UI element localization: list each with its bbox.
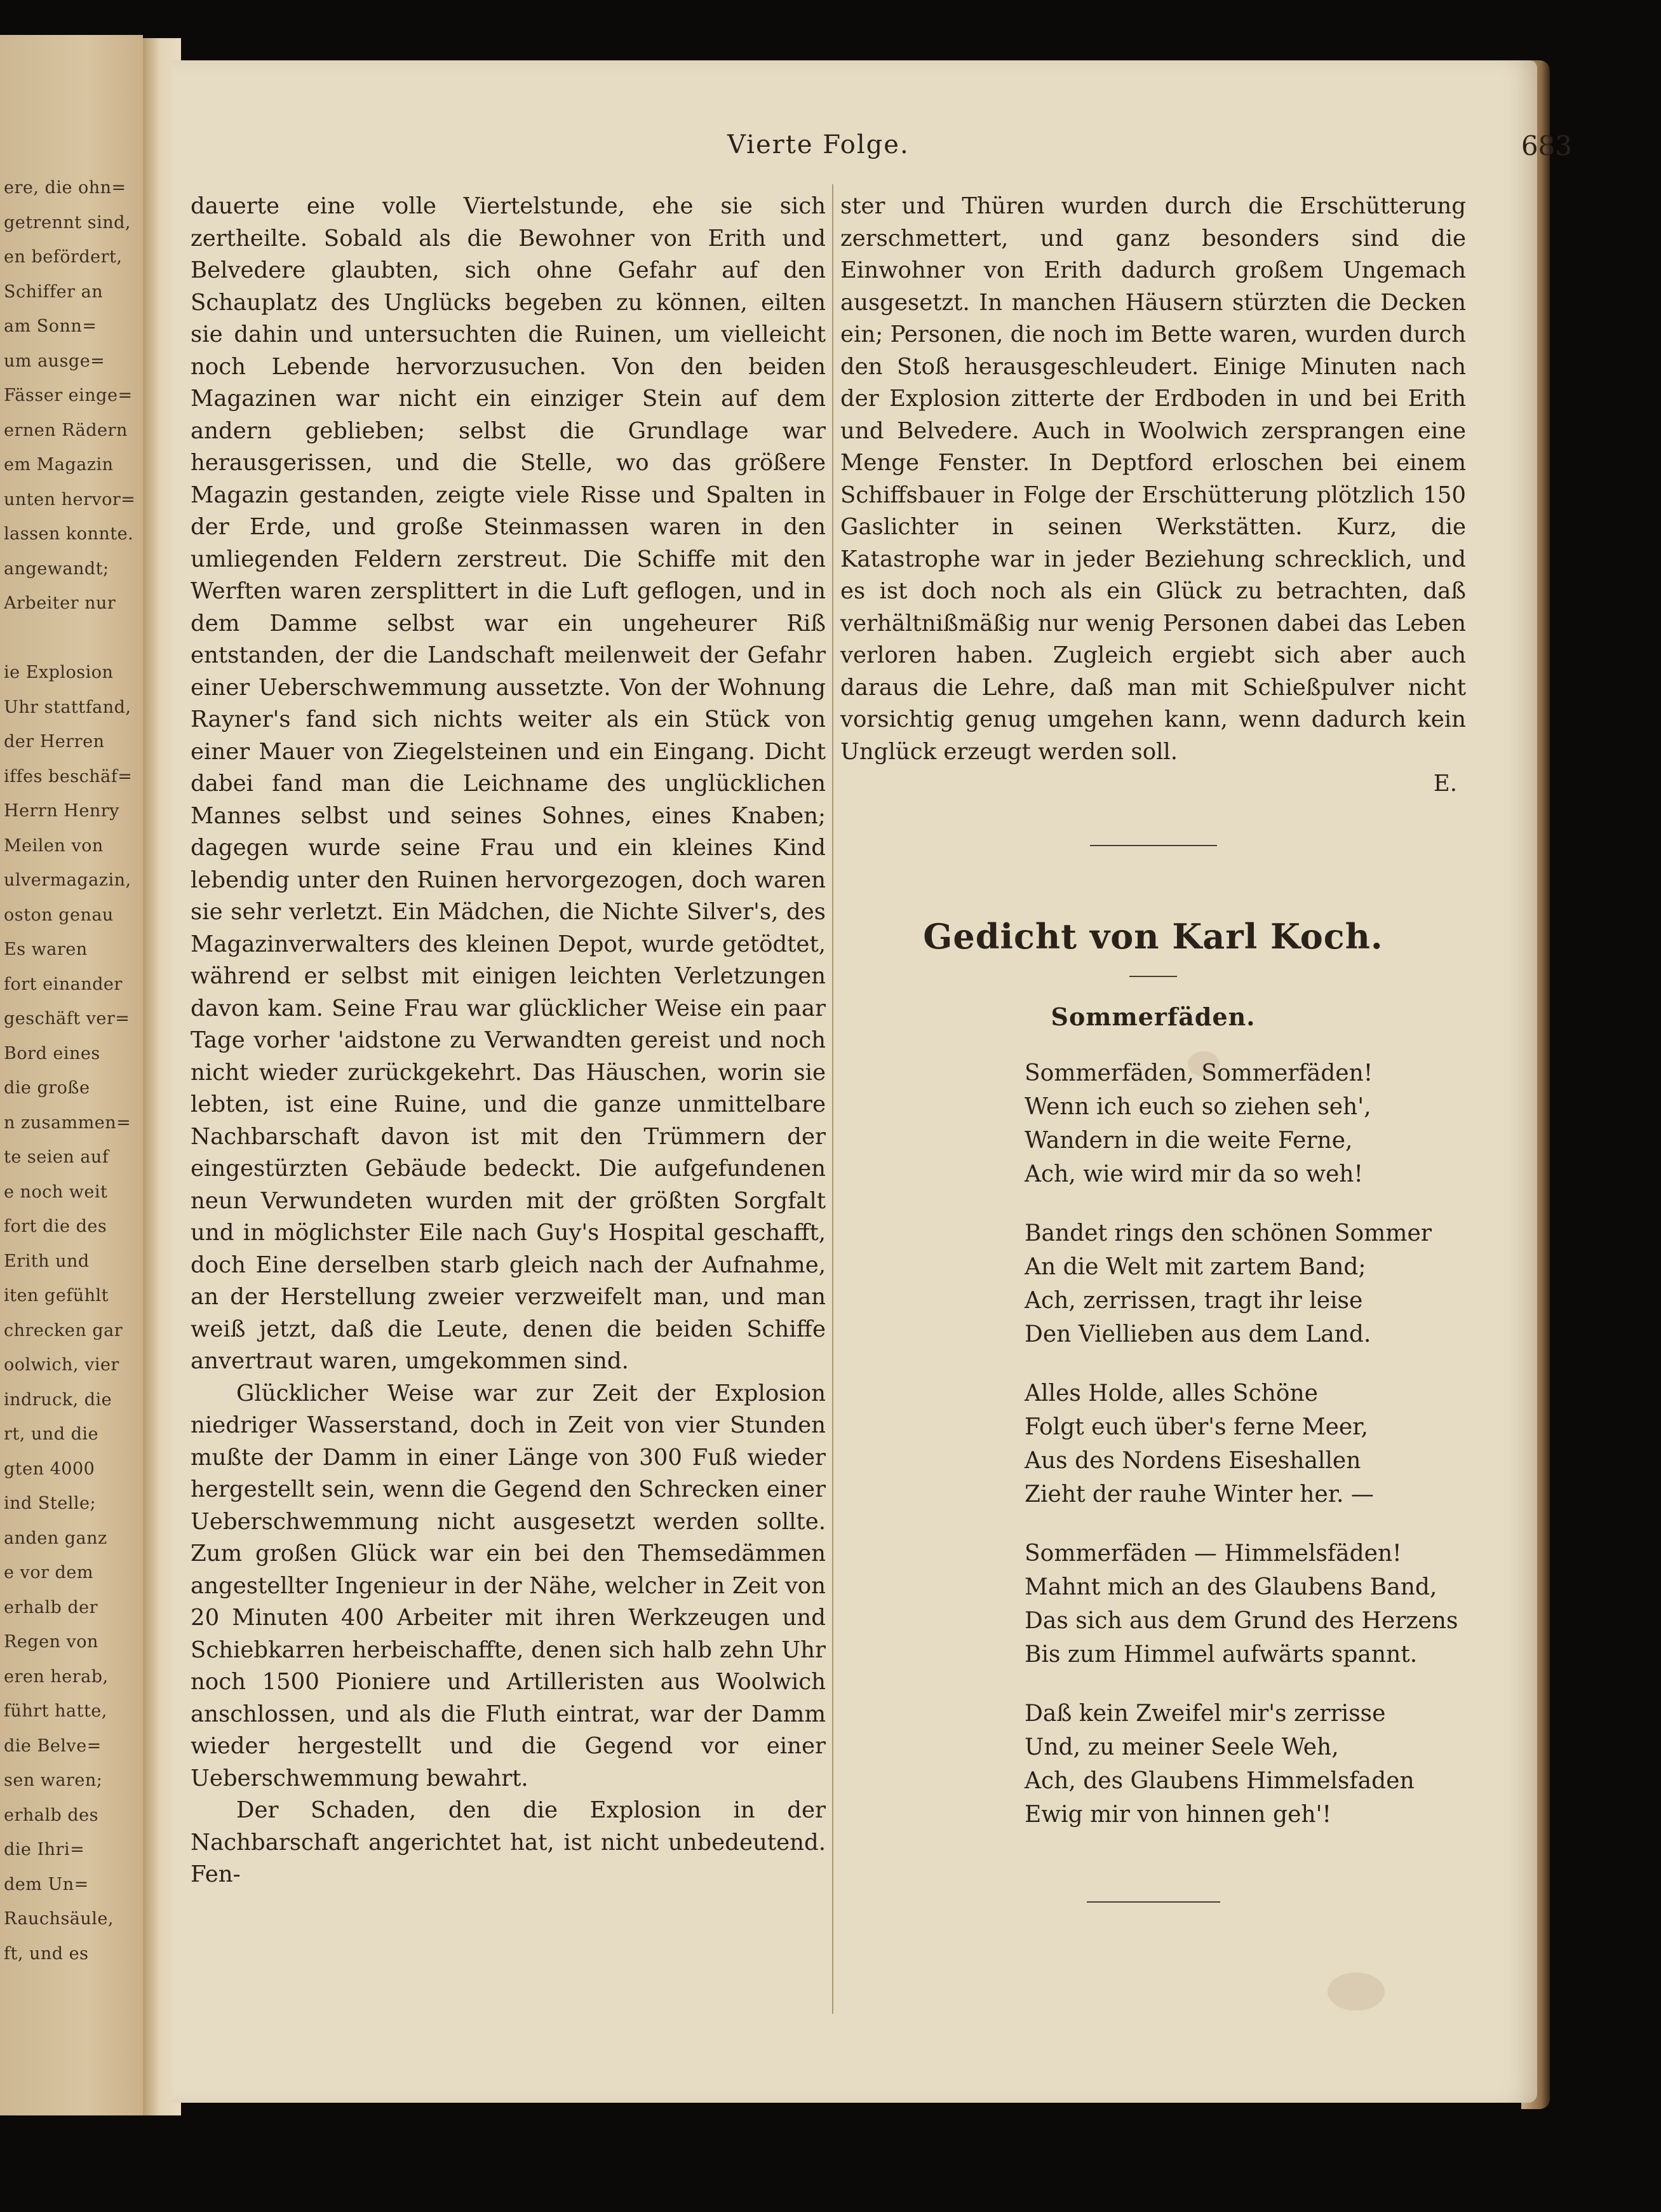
previous-page-text-fragment: rt, und die bbox=[4, 1424, 98, 1444]
heading-rule bbox=[1129, 976, 1177, 977]
previous-page-text-fragment: Bord eines bbox=[4, 1043, 100, 1063]
previous-page-text-fragment: n zusammen= bbox=[4, 1112, 131, 1133]
previous-page-text-fragment: Herrn Henry bbox=[4, 801, 119, 821]
previous-page-text-fragment: Erith und bbox=[4, 1251, 90, 1271]
poem-line: Ewig mir von hinnen geh'! bbox=[1025, 1802, 1331, 1828]
column-divider bbox=[832, 184, 833, 2014]
previous-page-text-fragment: indruck, die bbox=[4, 1389, 112, 1410]
poem-line: Und, zu meiner Seele Weh, bbox=[1025, 1734, 1339, 1760]
previous-page-text-fragment: ernen Rädern bbox=[4, 420, 128, 440]
previous-page-text-fragment: ere, die ohn= bbox=[4, 178, 126, 198]
poem-stanza bbox=[1025, 1377, 1466, 1511]
poem-line: Ach, wie wird mir da so weh! bbox=[1025, 1161, 1363, 1187]
previous-page-text-fragment: fort die des bbox=[4, 1217, 107, 1236]
left-column bbox=[191, 191, 826, 1891]
previous-page-text-fragment: oolwich, vier bbox=[4, 1355, 119, 1375]
author-signature: E. bbox=[1433, 771, 1457, 797]
poem-line: Bandet rings den schönen Sommer bbox=[1025, 1220, 1432, 1246]
previous-page-text-fragment: unten hervor= bbox=[4, 489, 136, 509]
previous-page-text-fragment: am Sonn= bbox=[4, 316, 97, 336]
section-divider bbox=[1090, 845, 1217, 846]
poem-line: Daß kein Zweifel mir's zerrisse bbox=[1025, 1701, 1386, 1727]
previous-page-text-fragment: die Belve= bbox=[4, 1736, 102, 1756]
previous-page-text-fragment: eren herab, bbox=[4, 1666, 109, 1687]
previous-page-text-fragment: e vor dem bbox=[4, 1563, 93, 1582]
poem-line: Zieht der rauhe Winter her. — bbox=[1025, 1481, 1374, 1507]
poem-line: Wenn ich euch so ziehen seh', bbox=[1025, 1094, 1371, 1120]
previous-page-text-fragment: die Ihri= bbox=[4, 1840, 85, 1859]
poem-stanza bbox=[1025, 1217, 1466, 1351]
previous-page-text-fragment: ft, und es bbox=[4, 1943, 89, 1964]
previous-page-edge bbox=[0, 35, 143, 2115]
previous-page-text-fragment: Schiffer an bbox=[4, 281, 104, 302]
previous-page-text-fragment: lassen konnte. bbox=[4, 524, 134, 544]
previous-page-text-fragment: ind Stelle; bbox=[4, 1494, 97, 1513]
previous-page-text-fragment: ulvermagazin, bbox=[4, 870, 131, 890]
previous-page-text-fragment: getrennt sind, bbox=[4, 212, 131, 233]
page-number: 683 bbox=[1521, 130, 1572, 161]
poem-line: Ach, des Glaubens Himmelsfaden bbox=[1025, 1768, 1415, 1794]
poem-line: Bis zum Himmel aufwärts spannt. bbox=[1025, 1642, 1418, 1668]
previous-page-text-fragment: chrecken gar bbox=[4, 1320, 123, 1340]
article-paragraph: Glücklicher Weise war zur Zeit der Explosion niedriger Wasserstand, doch in Zeit von vier Stunden mußte der Damm in einer Länge von 300 Fuß wieder hergestellt sein, wenn die Gegend den Schrecken einer Ueberschwemmung nicht ausgesetzt werden sollte. Zum großen Glück war ein bei den Themsedämmen angestellter Ingenieur in der Nähe, welcher in Zeit von 20 Minuten 400 Arbeiter mit ihren Werkzeugen und Schiebkarren herbeischaffte, denen sich halb zehn Uhr noch 1500 Pioniere und Artilleristen aus Woolwich anschlossen, und als die Fluth eintrat, war der Damm wieder hergestellt und die Gegend vor einer Ueberschwemmung bewahrt. bbox=[191, 1380, 826, 1791]
poem-line: Das sich aus dem Grund des Herzens bbox=[1025, 1608, 1458, 1634]
previous-page-text-fragment: anden ganz bbox=[4, 1528, 107, 1548]
previous-page-text-fragment: sen waren; bbox=[4, 1770, 103, 1790]
poem-stanza bbox=[1025, 1056, 1466, 1191]
previous-page-text-fragment: erhalb der bbox=[4, 1597, 98, 1617]
previous-page-text-fragment: iten gefühlt bbox=[4, 1286, 109, 1305]
previous-page-text-fragment: erhalb des bbox=[4, 1805, 98, 1825]
poem-line: Ach, zerrissen, tragt ihr leise bbox=[1025, 1288, 1363, 1314]
poem-line: Aus des Nordens Eiseshallen bbox=[1025, 1448, 1361, 1474]
previous-page-text-fragment: Regen von bbox=[4, 1632, 98, 1652]
poem-section bbox=[840, 845, 1466, 1903]
previous-page-text-fragment: Meilen von bbox=[4, 835, 104, 856]
previous-page-text-fragment: dem Un= bbox=[4, 1874, 89, 1894]
previous-page-text-fragment: iffes beschäf= bbox=[4, 766, 133, 786]
poem-line: Folgt euch über's ferne Meer, bbox=[1025, 1414, 1368, 1440]
poem-heading: Gedicht von Karl Koch. bbox=[923, 916, 1383, 957]
previous-page-text-fragment: führt hatte, bbox=[4, 1701, 107, 1721]
previous-page-text-fragment: geschäft ver= bbox=[4, 1009, 130, 1028]
previous-page-text-fragment: um ausge= bbox=[4, 351, 105, 371]
article-paragraph: ster und Thüren wurden durch die Erschütterung zerschmettert, und ganz besonders sind die Einwohner von Erith dadurch großem Ungemach ausgesetzt. In manchen Häusern stürzten die Decken ein; Personen, die noch im Bette waren, wurden durch den Stoß herausgeschleudert. Einige Minuten nach der Explosion zitterte der Erdboden in und bei Erith und Belvedere. Auch in Woolwich zersprangen eine Menge Fenster. In Deptford erloschen bei einem Schiffsbauer in Folge der Erschütterung plötzlich 150 Gaslichter in seinen Werkstätten. Kurz, die Katastrophe war in jeder Beziehung schrecklich, und es ist doch noch als ein Glück zu betrachten, daß verhältnißmäßig nur wenig Personen dabei das Leben verloren haben. Zugleich ergiebt sich aber auch daraus die Lehre, daß man mit Schießpulver nicht vorsichtig genug umgehen kann, wenn dadurch kein Unglück erzeugt werden soll. bbox=[840, 193, 1466, 765]
running-head: Vierte Folge. bbox=[727, 130, 910, 159]
section-divider bbox=[1087, 1901, 1220, 1903]
previous-page-text-fragment: te seien auf bbox=[4, 1147, 109, 1167]
poem-stanza bbox=[1025, 1537, 1466, 1671]
poem-line: An die Welt mit zartem Band; bbox=[1025, 1254, 1366, 1280]
poem-line: Sommerfäden — Himmelsfäden! bbox=[1025, 1541, 1402, 1567]
article-paragraph: dauerte eine volle Viertelstunde, ehe sie sich zertheilte. Sobald als die Bewohner von Erith und Belvedere glaubten, sich ohne Gefahr auf den Schauplatz des Unglücks begeben zu können, eilten sie dahin und untersuchten die Ruinen, um vielleicht noch Lebende hervorzusuchen. Von den beiden Magazinen war nicht ein einziger Stein auf dem andern geblieben; selbst die Grundlage war herausgerissen, und die Stelle, wo das größere Magazin gestanden, zeigte viele Risse und Spalten in der Erde, und große Steinmassen waren in den umliegenden Feldern zerstreut. Die Schiffe mit den Werften waren zersplittert in die Luft geflogen, und in dem Damme selbst war ein ungeheurer Riß entstanden, der die Landschaft meilenweit der Gefahr einer Ueberschwemmung aussetzte. Von der Wohnung Rayner's fand sich nichts weiter als ein Stück von einer Mauer von Ziegelsteinen und ein Eingang. Dicht dabei fand man die Leichname des unglücklichen Mannes selbst und seines Sohnes, eines Knaben; dagegen wurde seine Frau und ein kleines Kind lebendig unter den Ruinen hervorgezogen, doch waren sie sehr verletzt. Ein Mädchen, die Nichte Silver's, des Magazinverwalters des kleinen Depot, wurde getödtet, während er selbst mit einigen leichten Verletzungen davon kam. Seine Frau war glücklicher Weise ein paar Tage vorher 'aidstone zu Verwandten gereist und noch nicht wieder zurückgekehrt. Das Häuschen, worin sie lebten, ist eine Ruine, und die ganze unmittelbare Nachbarschaft davon ist mit den Trümmern der eingestürzten Gebäude bedeckt. Die aufgefundenen neun Verwundeten wurden mit der größten Sorgfalt und in möglichster Eile nach Guy's Hospital geschafft, doch Eine derselben starb gleich nach der Aufnahme, an der Herstellung zweier verzweifelt man, und man weiß jetzt, daß die Leute, denen die beiden Schiffe anvertraut waren, umgekommen sind. bbox=[191, 193, 826, 1374]
previous-page-text-fragment: gten 4000 bbox=[4, 1459, 95, 1479]
previous-page-text-fragment: Uhr stattfand, bbox=[4, 697, 131, 717]
previous-page-text-fragment: der Herren bbox=[4, 732, 105, 752]
previous-page-text-fragment: Es waren bbox=[4, 940, 88, 959]
previous-page-text-fragment: ie Explosion bbox=[4, 663, 114, 682]
poem-line: Mahnt mich an des Glaubens Band, bbox=[1025, 1574, 1437, 1600]
previous-page-text-fragment: die große bbox=[4, 1078, 90, 1098]
poem-line: Alles Holde, alles Schöne bbox=[1025, 1380, 1318, 1406]
paper-stain bbox=[1328, 1973, 1385, 2011]
previous-page-text-fragment: oston genau bbox=[4, 905, 114, 925]
previous-page-text-fragment: en befördert, bbox=[4, 247, 123, 267]
poem-title: Sommerfäden. bbox=[1051, 1002, 1256, 1031]
right-column bbox=[840, 191, 1466, 800]
poem-stanzas bbox=[840, 1056, 1466, 1831]
previous-page-text-fragment: angewandt; bbox=[4, 558, 109, 579]
article-paragraph: Der Schaden, den die Explosion in der Nachbarschaft angerichtet hat, ist nicht unbedeutend. Fen- bbox=[191, 1797, 826, 1887]
previous-page-text-fragment: Rauchsäule, bbox=[4, 1909, 114, 1929]
poem-line: Sommerfäden, Sommerfäden! bbox=[1025, 1060, 1373, 1086]
poem-line: Den Viellieben aus dem Land. bbox=[1025, 1321, 1371, 1347]
previous-page-text-fragment: e noch weit bbox=[4, 1182, 108, 1202]
previous-page-text-fragment: Fässer einge= bbox=[4, 386, 133, 405]
poem-stanza bbox=[1025, 1697, 1466, 1831]
previous-page-text-fragment: fort einander bbox=[4, 974, 123, 994]
poem-line: Wandern in die weite Ferne, bbox=[1025, 1128, 1353, 1154]
previous-page-text-fragment: Arbeiter nur bbox=[4, 593, 116, 613]
previous-page-text-fragment: em Magazin bbox=[4, 455, 114, 475]
